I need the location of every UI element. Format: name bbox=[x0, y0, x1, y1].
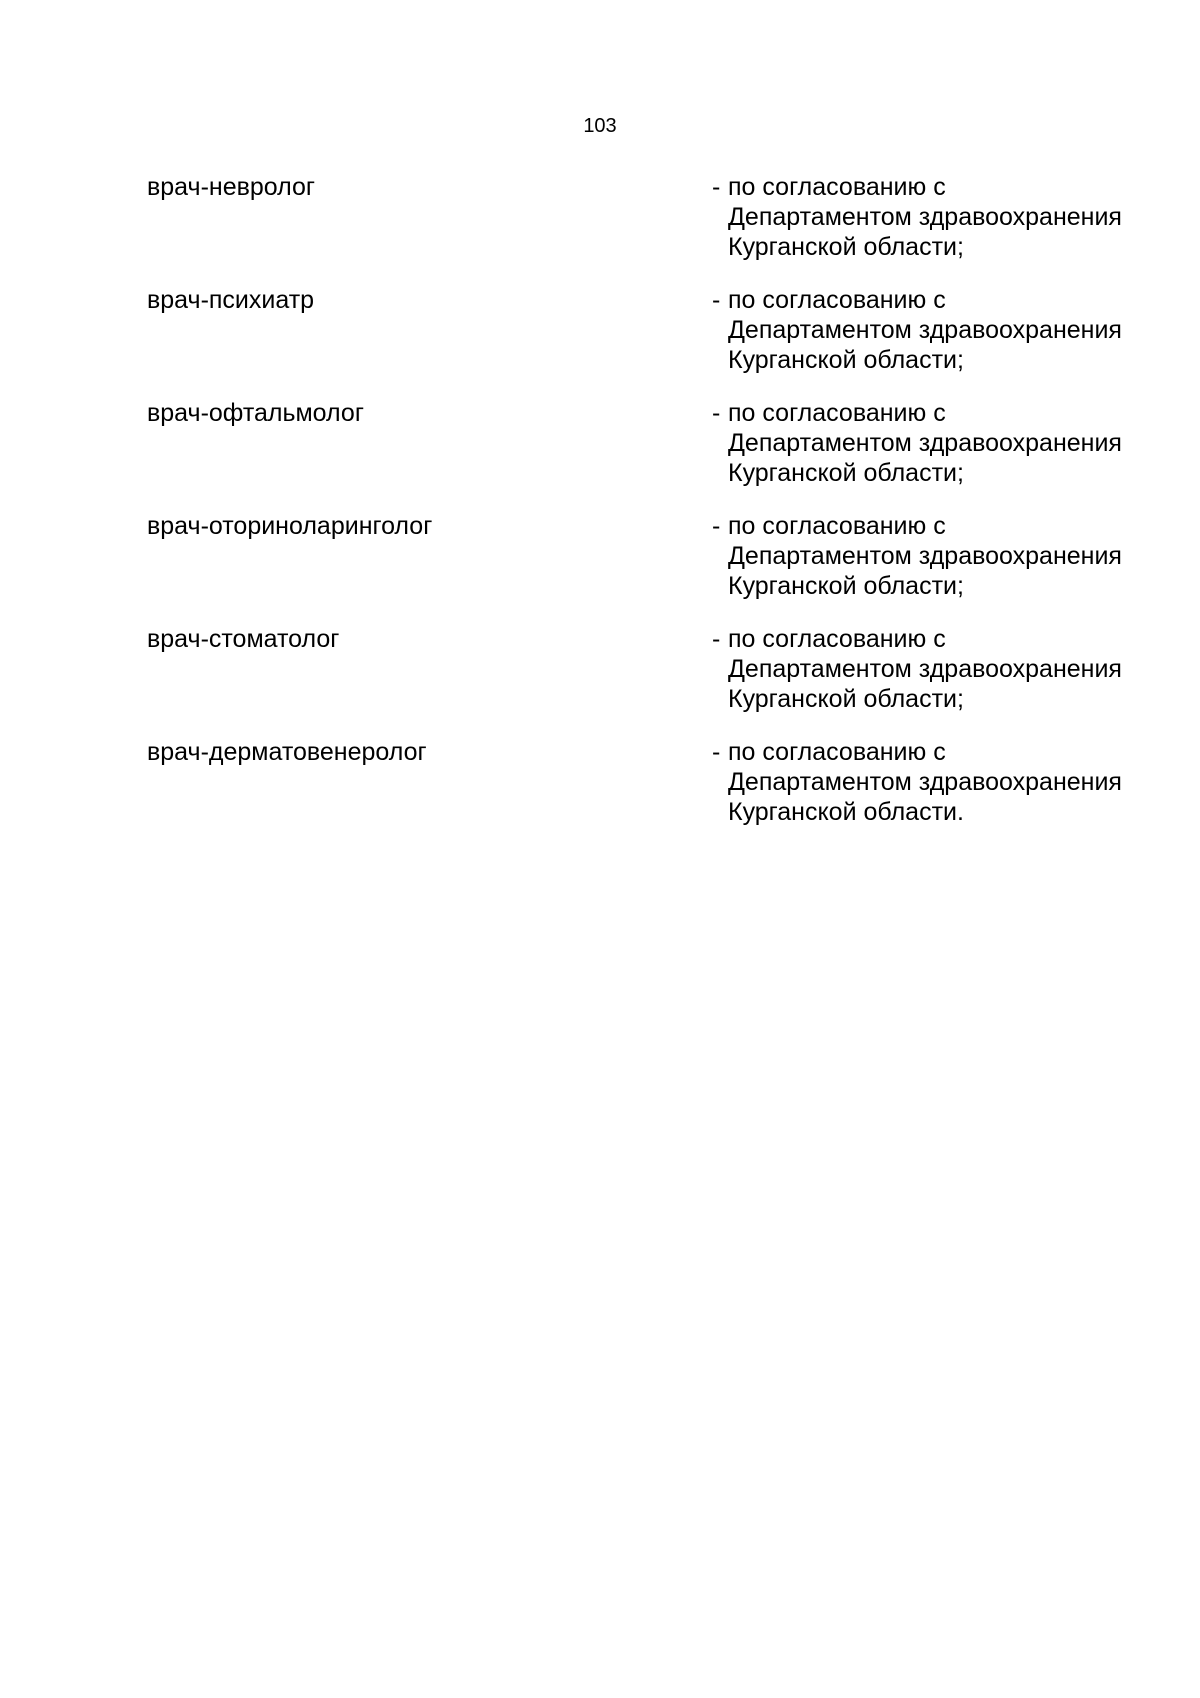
approval-line: Курганской области; bbox=[728, 685, 964, 713]
list-item bbox=[147, 511, 1147, 624]
approval-line: Департаментом здравоохранения bbox=[728, 429, 1122, 457]
approval-line: Департаментом здравоохранения bbox=[728, 203, 1122, 231]
approval-line: по согласованию с bbox=[728, 738, 946, 766]
page-number: 103 bbox=[583, 115, 617, 137]
dash: - bbox=[712, 173, 721, 201]
approval-line: Департаментом здравоохранения bbox=[728, 655, 1122, 683]
approval-line: по согласованию с bbox=[728, 173, 946, 201]
approval-line: Курганской области; bbox=[728, 572, 964, 600]
approval-note bbox=[712, 624, 1122, 737]
approval-text bbox=[728, 398, 1122, 511]
dash: - bbox=[712, 625, 721, 653]
approval-note bbox=[712, 172, 1122, 285]
approval-text bbox=[728, 172, 1122, 285]
approval-line: Департаментом здравоохранения bbox=[728, 542, 1122, 570]
approval-line: по согласованию с bbox=[728, 625, 946, 653]
approval-line: Департаментом здравоохранения bbox=[728, 316, 1122, 344]
list-item bbox=[147, 624, 1147, 737]
approval-line: по согласованию с bbox=[728, 512, 946, 540]
role-name: врач-невролог bbox=[147, 173, 316, 201]
approval-note bbox=[712, 398, 1122, 511]
role-name: врач-дерматовенеролог bbox=[147, 738, 427, 766]
role-name: врач-офтальмолог bbox=[147, 399, 364, 427]
approval-text bbox=[728, 737, 1122, 850]
approval-note bbox=[712, 737, 1122, 850]
approval-line: по согласованию с bbox=[728, 399, 946, 427]
dash: - bbox=[712, 738, 721, 766]
dash: - bbox=[712, 399, 721, 427]
approval-line: Курганской области; bbox=[728, 459, 964, 487]
approval-line: Курганской области. bbox=[728, 798, 964, 826]
list-item bbox=[147, 737, 1147, 850]
role-name: врач-психиатр bbox=[147, 286, 315, 314]
approval-line: Курганской области; bbox=[728, 346, 964, 374]
approval-text bbox=[728, 624, 1122, 737]
approval-text bbox=[728, 285, 1122, 398]
specialist-list bbox=[147, 172, 1147, 850]
role-name: врач-стоматолог bbox=[147, 625, 340, 653]
approval-text bbox=[728, 511, 1122, 624]
approval-note bbox=[712, 285, 1122, 398]
dash: - bbox=[712, 286, 721, 314]
approval-line: Департаментом здравоохранения bbox=[728, 768, 1122, 796]
list-item bbox=[147, 398, 1147, 511]
role-name: врач-оториноларинголог bbox=[147, 512, 433, 540]
approval-line: по согласованию с bbox=[728, 286, 946, 314]
list-item bbox=[147, 285, 1147, 398]
approval-note bbox=[712, 511, 1122, 624]
list-item bbox=[147, 172, 1147, 285]
dash: - bbox=[712, 512, 721, 540]
approval-line: Курганской области; bbox=[728, 233, 964, 261]
